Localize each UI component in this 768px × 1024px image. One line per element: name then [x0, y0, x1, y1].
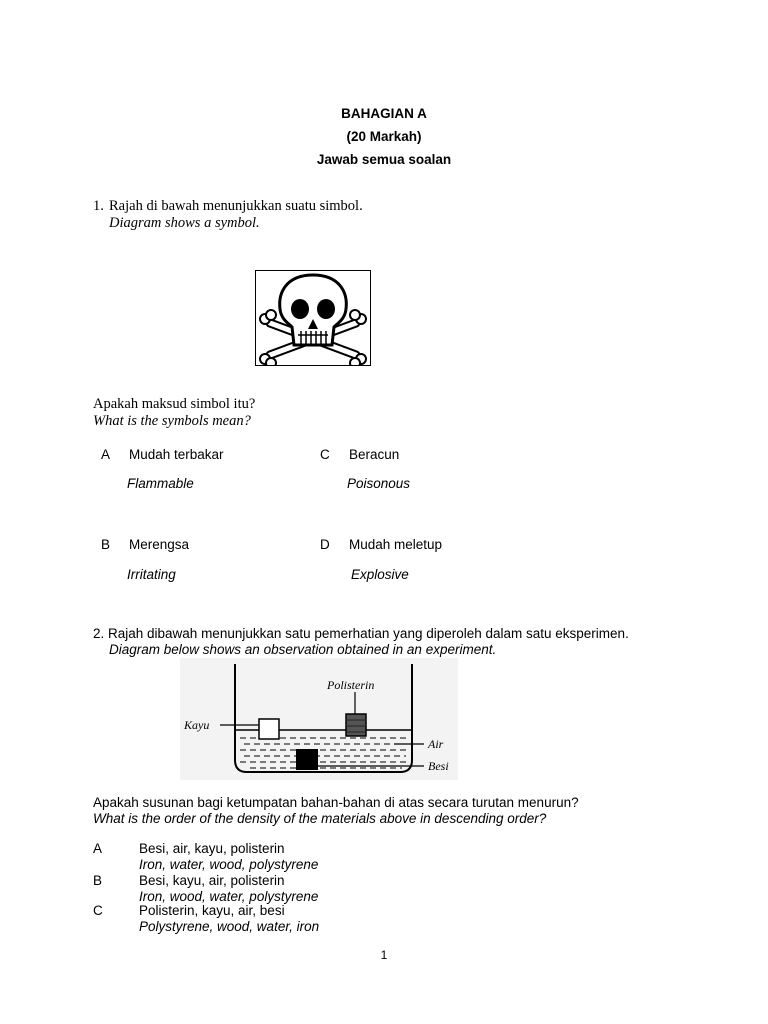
- skull-crossbones-icon: [256, 271, 370, 365]
- label-water: Air: [428, 737, 444, 751]
- section-title: BAHAGIAN A: [341, 106, 427, 121]
- q2-option-c-letter: C: [93, 903, 103, 918]
- q2-question: Apakah susunan bagi ketumpatan bahan-bahan di atas secara turutan menurun?: [93, 795, 579, 810]
- q2-option-a-letter: A: [93, 841, 103, 856]
- label-polystyrene: Polisterin: [327, 678, 375, 692]
- q1-text-en: Diagram shows a symbol.: [109, 215, 260, 231]
- q1-option-d-en: Explosive: [351, 567, 409, 582]
- q2-text: Rajah dibawah menunjukkan satu pemerhatian yang diperoleh dalam satu eksperimen.: [108, 626, 629, 641]
- q2-option-c-en: Polystyrene, wood, water, iron: [139, 919, 320, 934]
- label-iron: Besi: [428, 759, 449, 773]
- label-wood: Kayu: [184, 718, 210, 732]
- q2-option-a-text: Besi, air, kayu, polisterin: [139, 841, 285, 856]
- experiment-diagram: [180, 658, 458, 780]
- q2-question-en: What is the order of the density of the materials above in descending order?: [93, 811, 547, 826]
- page-number: 1: [380, 948, 388, 962]
- q1-option-b-letter: B: [101, 537, 111, 552]
- q1-text: Rajah di bawah menunjukkan suatu simbol.: [109, 198, 363, 214]
- q1-option-c-en: Poisonous: [347, 476, 411, 491]
- q2-option-b-letter: B: [93, 873, 103, 888]
- q1-option-a-letter: A: [101, 447, 111, 462]
- q2-option-c-text: Polisterin, kayu, air, besi: [139, 903, 285, 918]
- q2-option-b-text: Besi, kayu, air, polisterin: [139, 873, 285, 888]
- q2-option-b-en: Iron, wood, water, polystyrene: [139, 889, 319, 904]
- q1-option-a-text: Mudah terbakar: [129, 447, 224, 462]
- q1-option-b-en: Irritating: [127, 567, 176, 582]
- q1-option-a-en: Flammable: [127, 476, 194, 491]
- q2-option-a-en: Iron, water, wood, polystyrene: [139, 857, 319, 872]
- q1-option-d-letter: D: [320, 537, 330, 552]
- instruction: Jawab semua soalan: [316, 152, 452, 167]
- q1-option-c-text: Beracun: [349, 447, 400, 462]
- beaker-diagram: [180, 658, 458, 780]
- q1-option-d-text: Mudah meletup: [349, 537, 443, 552]
- q2-text-en: Diagram below shows an observation obtained in an experiment.: [109, 642, 497, 657]
- q1-number: 1.: [93, 198, 104, 214]
- q1-option-c-letter: C: [320, 447, 330, 462]
- q1-option-b-text: Merengsa: [129, 537, 190, 552]
- q1-question-en: What is the symbols mean?: [93, 413, 251, 429]
- marks-label: (20 Markah): [346, 129, 422, 144]
- skull-symbol-box: [255, 270, 371, 366]
- q2-number: 2.: [93, 626, 105, 641]
- q1-question: Apakah maksud simbol itu?: [93, 396, 256, 412]
